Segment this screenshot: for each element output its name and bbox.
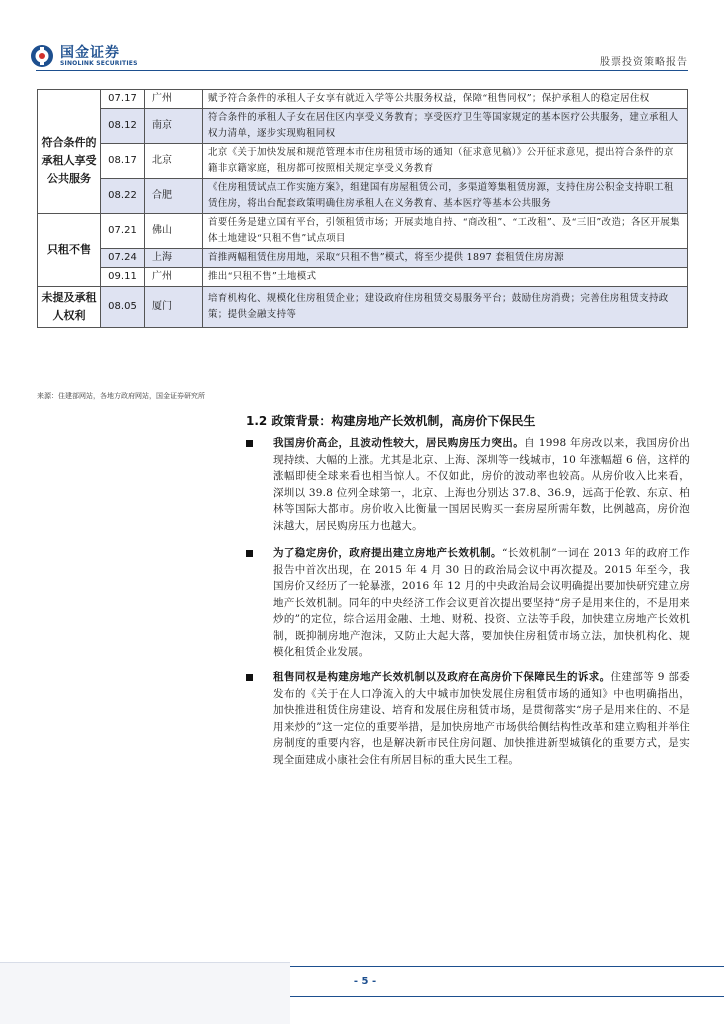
- policy-table: [37, 89, 688, 328]
- bullet-square-icon: [246, 550, 253, 557]
- description-cell: 北京《关于加快发展和规范管理本市住房租赁市场的通知（征求意见稿）》公开征求意见，提出符合条件的京籍非京籍家庭，租房都可按照相关规定享受义务教育: [203, 144, 688, 179]
- section-title: 1.2 政策背景：构建房地产长效机制，高房价下保民生: [246, 414, 536, 428]
- table-row: [38, 90, 688, 109]
- logo-english-name: SINOLINK SECURITIES: [60, 60, 138, 67]
- page-number: - 5 -: [353, 976, 377, 987]
- category-label: 符合条件的承租人享受公共服务: [41, 135, 97, 185]
- city-cell: 南京: [145, 109, 203, 144]
- bullet-lead: 为了稳定房价，政府提出建立房地产长效机制。: [273, 547, 502, 559]
- bullet-body: “长效机制”一词在 2013 年的政府工作报告中首次出现，在 2015 年 4 月 30 日的政治局会议中再次提及。2015 年至今，我国房价又经历了一轮暴涨，2016 年 12 月的中央政治局会议明确提出要加快研究建立房地产长效机制。同年的中央经济工作会议更首次提出要坚持“房子是用来住的，不是用来炒的”的定位，综合运用金融、土地、财税、投资、立法等手段，加快建立房地产长效机制，既抑制房地产泡沫，又防止大起大落，要加快住房租赁市场立法，加快机构化、规模化租赁企业发展。: [273, 547, 690, 658]
- bullet-body: 自 1998 年房改以来，我国房价出现持续、大幅的上涨。尤其是北京、上海、深圳等一线城市，10 年涨幅超 6 倍，这样的涨幅即使全球来看也相当惊人。不仅如此，房价的波动率也较高。从房价收入比来看，深圳以 39.8 位列全球第一，北京、上海也分别达 37.8、36.9，远高于伦敦、东京、柏林等国际大都市。房价收入比衡量一国居民购买一套房屋所需年数，比例越高，房价泡沫越大，居民购房压力也越大。: [273, 437, 690, 532]
- bullet-square-icon: [246, 440, 253, 447]
- table-row: [38, 144, 688, 179]
- description-cell: 符合条件的承租人子女在居住区内享受义务教育；享受医疗卫生等国家规定的基本医疗公共服务，建立承租人权力清单，逐步实现购租同权: [203, 109, 688, 144]
- table-row: [38, 249, 688, 268]
- bullet-lead: 我国房价高企，且波动性较大，居民购房压力突出。: [273, 437, 525, 449]
- city-cell: 北京: [145, 144, 203, 179]
- table-row: [38, 109, 688, 144]
- date-cell: 07.24: [101, 249, 145, 268]
- bullet-paragraph: [246, 545, 690, 661]
- bullet-lead: 租售同权是构建房地产长效机制以及政府在高房价下保障民生的诉求。: [273, 671, 611, 683]
- city-cell: 上海: [145, 249, 203, 268]
- date-cell: 08.12: [101, 109, 145, 144]
- date-cell: 08.05: [101, 287, 145, 328]
- footer-divider-bottom: [290, 996, 724, 997]
- logo-chinese-name: 国金证券: [60, 45, 120, 61]
- description-cell: 《住房租赁试点工作实施方案》，组建国有房屋租赁公司，多渠道筹集租赁房源，支持住房公积金支持职工租赁住房，将出台配套政策明确住房承租人在义务教育、基本医疗等基本公共服务: [203, 179, 688, 214]
- header-divider: [36, 70, 688, 71]
- description-cell: 首推两幅租赁住房用地，采取“只租不售”模式，将至少提供 1897 套租赁住房房源: [203, 249, 688, 268]
- city-cell: 厦门: [145, 287, 203, 328]
- category-cell: [38, 90, 101, 214]
- date-cell: 07.21: [101, 214, 145, 249]
- category-cell: 只租不售: [38, 214, 101, 287]
- date-cell: 08.17: [101, 144, 145, 179]
- date-cell: 08.22: [101, 179, 145, 214]
- bullet-paragraph: [246, 435, 690, 534]
- report-type: 股票投资策略报告: [600, 57, 688, 68]
- description-cell: 推出“只租不售”土地模式: [203, 268, 688, 287]
- description-cell: 赋予符合条件的承租人子女享有就近入学等公共服务权益，保障“租售同权”；保护承租人的稳定居住权: [203, 90, 688, 109]
- category-cell: 未提及承租人权利: [38, 287, 101, 328]
- footer-divider: [290, 966, 724, 967]
- city-cell: 广州: [145, 90, 203, 109]
- bullet-square-icon: [246, 674, 253, 681]
- table-row: [38, 287, 688, 328]
- city-cell: 广州: [145, 268, 203, 287]
- table-row: [38, 268, 688, 287]
- footer-divider-left: [0, 962, 290, 963]
- table-row: [38, 179, 688, 214]
- table-row: [38, 214, 688, 249]
- city-cell: 合肥: [145, 179, 203, 214]
- description-cell: 培育机构化、规模化住房租赁企业；建设政府住房租赁交易服务平台；鼓励住房消费；完善住房租赁支持政策；提供金融支持等: [203, 287, 688, 328]
- bullet-body: 住建部等 9 部委发布的《关于在人口净流入的大中城市加快发展住房租赁市场的通知》中也明确指出，加快推进租赁住房建设、培育和发展住房租赁市场，是贯彻落实“房子是用来住的、不是用来炒的”这一定位的重要举措，是加快房地产市场供给侧结构性改革和建立购租并举住房制度的重要内容，也是解决新市民住房问题、加快推进新型城镇化的重要方式，是实现全面建成小康社会住有所居目标的重大民生工程。: [273, 671, 691, 766]
- footer-sidebar-block: [0, 962, 290, 1024]
- sinolink-logo-icon: [30, 44, 54, 68]
- description-cell: 首要任务是建立国有平台，引领租赁市场；开展卖地自持、“商改租”、“工改租”、及“三旧”改造；各区开展集体土地建设“只租不售”试点项目: [203, 214, 688, 249]
- table-source-note: 来源：住建部网站，各地方政府网站，国金证券研究所: [37, 392, 205, 400]
- city-cell: 佛山: [145, 214, 203, 249]
- date-cell: 09.11: [101, 268, 145, 287]
- date-cell: 07.17: [101, 90, 145, 109]
- bullet-paragraph: [246, 669, 690, 768]
